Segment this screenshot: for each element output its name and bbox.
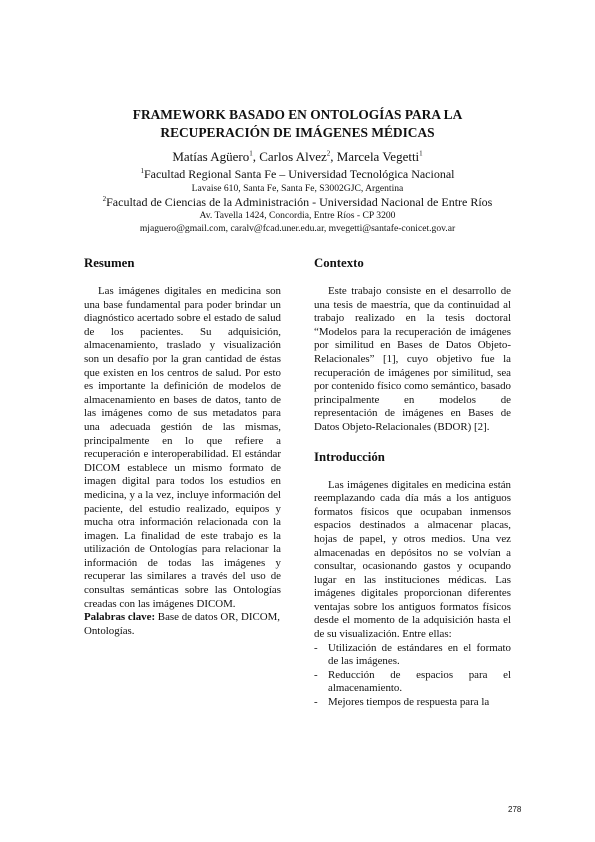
title-line-1: FRAMEWORK BASADO EN ONTOLOGÍAS PARA LA	[132, 107, 463, 122]
keywords-text: Base de datos OR, DICOM, Ontologías.	[84, 611, 281, 637]
author-separator: ,	[330, 149, 337, 164]
author-emails: mjaguero@gmail.com, caralv@fcad.uner.edu.ar, mvegetti@santafe-conicet.gov.ar	[139, 223, 456, 234]
affiliation-2-address: Av. Tavella 1424, Concordia, Entre Ríos - CP 3200	[199, 210, 396, 221]
author-affiliation-mark: 1	[249, 149, 253, 158]
context-paragraph: Este trabajo consiste en el desarrollo de una tesis de maestría, que da continuidad al trabajo realizado en la tesis doctoral “Modelos para la recuperación de imágenes por similitud en Bases de Datos Objeto-Relacionales” [1], cuyo objetivo fue la recuperación de imágenes por similitud, sea por contenido físico como semántico, basado principalmente en modelos de representación de imágenes en Bases de Datos Objeto-Relacionales (BDOR) [2].	[314, 285, 511, 433]
author-list	[60, 148, 535, 166]
section-heading-resumen: Resumen	[84, 256, 135, 270]
section-heading-contexto: Contexto	[314, 256, 364, 270]
affiliation-mark: 1	[140, 167, 144, 175]
affiliation-name: Facultad de Ciencias de la Administración - Universidad Nacional de Entre Ríos	[106, 195, 493, 209]
section-heading-introduccion: Introducción	[314, 449, 385, 464]
affiliation-1-address: Lavaise 610, Santa Fe, Santa Fe, S3002GJC, Argentina	[191, 183, 404, 194]
left-column	[84, 255, 281, 638]
author-separator: ,	[252, 149, 260, 164]
right-column	[314, 255, 511, 710]
author-name: Marcela Vegetti	[336, 149, 420, 164]
advantages-list	[314, 642, 511, 710]
list-item: - Utilización de estándares en el formato de las imágenes.	[314, 642, 511, 669]
affiliation-2	[60, 194, 535, 210]
title-line-2: RECUPERACIÓN DE IMÁGENES MÉDICAS	[160, 125, 435, 140]
author-name: Carlos Alvez	[259, 149, 327, 164]
affiliation-1	[60, 166, 535, 182]
keywords	[84, 611, 281, 638]
affiliation-mark: 2	[102, 195, 107, 203]
author-name: Matías Agüero	[172, 149, 250, 164]
author-affiliation-mark: 2	[326, 149, 331, 158]
abstract-paragraph: Las imágenes digitales en medicina son una base fundamental para poder brindar un diagnóstico acertado sobre el estado de salud de los pacientes. Su adquisición, almacenamiento, traslado y visualización son un desafío por la gran cantidad de éstas que existen en los centros de salud. Por esto es importante la definición de modelos de almacenamiento en bases de datos, tanto de las imágenes como de sus metadatos para una adecuada gestión de las mismas, principalmente en lo que refiere a recuperación e interoperabilidad. El estándar DICOM establece un mismo formato de imagen digital para todos los estudios en medicina, y a la vez, incluye información del paciente, del estudio realizado, equipos y mucha otra información relacionada con la imagen. La finalidad de este trabajo es la utilización de Ontologías para relacionar la información de todas las imágenes y recuperar las similares a través del uso de consultas semánticas sobre las Ontologías creadas con las imágenes DICOM.	[84, 285, 281, 610]
author-affiliation-mark: 1	[419, 149, 423, 158]
keywords-label: Palabras clave:	[84, 611, 156, 624]
page-number: 278	[508, 805, 522, 814]
paper-title	[70, 106, 525, 142]
affiliation-name: Facultad Regional Santa Fe – Universidad Tecnológica Nacional	[143, 167, 455, 181]
list-item: - Mejores tiempos de respuesta para la	[314, 696, 511, 710]
list-item: - Reducción de espacios para el almacenamiento.	[314, 669, 511, 696]
introduction-paragraph: Las imágenes digitales en medicina están reemplazando cada día más a los antiguos formatos físicos que ocupaban inmensos espacios destinados a almacenar placas, hojas de papel, y otros medios. Una vez almacenadas en depósitos no se volvían a consultar, ocasionando gastos y ocupando lugar en las instituciones médicas. Las imágenes digitales proporcionan diferentes ventajas sobre los antiguos formatos físicos desde el momento de la adquisición hasta el de su visualización. Entre ellas:	[314, 478, 511, 641]
